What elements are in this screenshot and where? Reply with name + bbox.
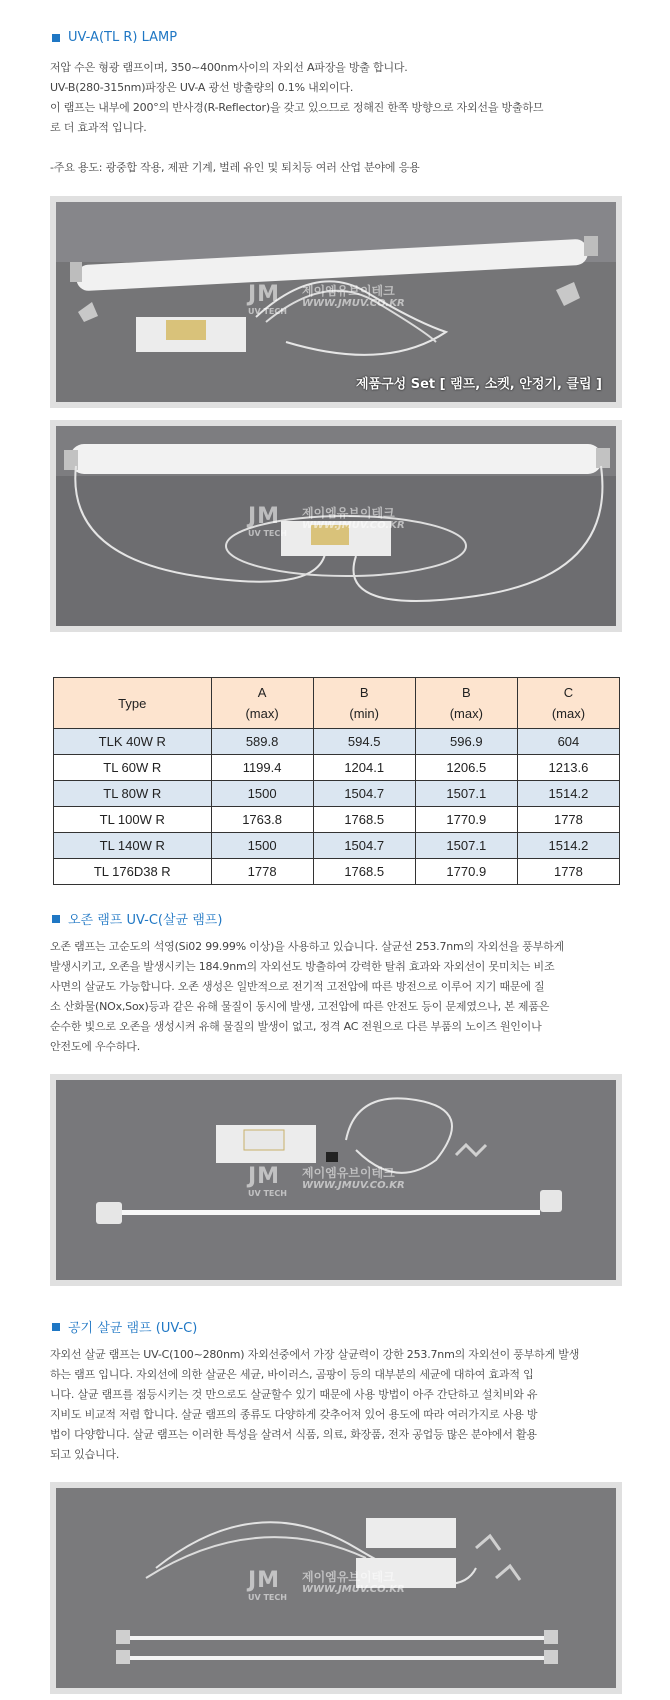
bullet-square-icon xyxy=(52,915,60,923)
header-b-min xyxy=(313,678,415,729)
product-photo-uva-set xyxy=(50,196,622,408)
text-line: 법이 다양합니다. 살균 램프는 이러한 특성을 살려서 식품, 의료, 화장품, 전자 공업등 많은 분야에서 활용 xyxy=(50,1428,537,1441)
watermark-url: WWW.JMUV.CO.KR xyxy=(302,1584,405,1595)
lamp-dimension-table xyxy=(53,677,620,885)
table-cell: TL 100W R xyxy=(54,807,212,833)
header-sublabel: (max) xyxy=(449,706,483,721)
text-line: 니다. 살균 램프를 점등시키는 것 만으로도 살균할수 있기 때문에 사용 방법이 아주 간단하고 설치비와 유 xyxy=(50,1388,538,1401)
table-row xyxy=(54,781,620,807)
table-cell: 594.5 xyxy=(313,729,415,755)
watermark-url: WWW.JMUV.CO.KR xyxy=(302,298,405,309)
section-title-text: 공기 살균 램프 (UV-C) xyxy=(68,1321,198,1336)
table-cell: 1206.5 xyxy=(415,755,517,781)
watermark xyxy=(248,282,405,316)
text-line: 하는 램프 입니다. 자외선에 의한 살균은 세균, 바이러스, 곰팡이 등의 대부분의 세균에 대하여 효과적 입 xyxy=(50,1368,534,1381)
watermark-sub: UV TECH xyxy=(248,529,287,538)
text-line: 저압 수은 형광 램프이며, 350~400nm사이의 자외선 A파장을 방출 합니다. xyxy=(50,61,408,74)
section-title-sterilizing xyxy=(52,1317,197,1336)
table-cell: TL 176D38 R xyxy=(54,859,212,885)
table-header-row xyxy=(54,678,620,729)
header-label: B xyxy=(359,685,369,700)
table-row xyxy=(54,859,620,885)
text-line: -주요 용도: 광중합 작용, 제판 기계, 벌레 유인 및 퇴치등 여러 산업 분야에 응용 xyxy=(50,161,420,174)
table-cell: 1504.7 xyxy=(313,833,415,859)
product-photo-sterilizing xyxy=(50,1482,622,1694)
bullet-square-icon xyxy=(52,1323,60,1331)
table-cell: 1204.1 xyxy=(313,755,415,781)
text-line: 로 더 효과적 입니다. xyxy=(50,121,147,134)
header-type-label: Type xyxy=(118,695,147,711)
table-cell: 1514.2 xyxy=(517,781,619,807)
header-label: C xyxy=(563,685,574,700)
ozone-description xyxy=(50,937,620,1057)
text-line: UV-B(280-315nm)파장은 UV-A 광선 방출량의 0.1% 내외이다. xyxy=(50,81,354,94)
header-sublabel: (max) xyxy=(551,706,586,721)
table-cell: 589.8 xyxy=(211,729,313,755)
table-cell: 1514.2 xyxy=(517,833,619,859)
watermark xyxy=(248,504,405,538)
watermark-url: WWW.JMUV.CO.KR xyxy=(302,1180,405,1191)
watermark-korean: 제이엠유브이테크 xyxy=(302,1166,395,1180)
table-cell: 1500 xyxy=(211,781,313,807)
text-line: 자외선 살균 램프는 UV-C(100~280nm) 자외선중에서 가장 살균력이 강한 253.7nm의 자외선이 풍부하게 발생 xyxy=(50,1348,580,1361)
table-row xyxy=(54,755,620,781)
bullet-square-icon xyxy=(52,34,60,42)
table-cell: 1770.9 xyxy=(415,807,517,833)
text-line: 순수한 빛으로 오존을 생성시켜 유해 물질의 발생이 없고, 정격 AC 전원으로 다른 부품의 노이즈 원인이나 xyxy=(50,1020,542,1033)
table-row xyxy=(54,833,620,859)
table-cell: 1778 xyxy=(211,859,313,885)
table-cell: 1778 xyxy=(517,807,619,833)
table-cell: TL 140W R xyxy=(54,833,212,859)
header-label: B xyxy=(461,685,471,700)
table-cell: 596.9 xyxy=(415,729,517,755)
watermark-sub: UV TECH xyxy=(248,1593,287,1602)
watermark-korean: 제이엠유브이테크 xyxy=(302,1570,395,1584)
product-photo-uva-lamp xyxy=(50,420,622,632)
text-line: 사면의 살균도 가능합니다. 오존 생성은 일반적으로 전기적 고전압에 따른 방전으로 이루어 지기 때문에 질 xyxy=(50,980,545,993)
section-title-text: UV-A(TL R) LAMP xyxy=(68,30,178,45)
header-a-max xyxy=(211,678,313,729)
table-cell: 1768.5 xyxy=(313,807,415,833)
watermark xyxy=(248,1164,405,1198)
watermark-sub: UV TECH xyxy=(248,1189,287,1198)
section-title-uva xyxy=(52,30,177,45)
table-cell: 1778 xyxy=(517,859,619,885)
watermark-url: WWW.JMUV.CO.KR xyxy=(302,520,405,531)
header-sublabel: (min) xyxy=(349,706,379,721)
header-label: A xyxy=(257,685,267,700)
header-b-max xyxy=(415,678,517,729)
table-cell: 1507.1 xyxy=(415,833,517,859)
table-cell: TLK 40W R xyxy=(54,729,212,755)
photo-caption: 제품구성 Set [ 램프, 소켓, 안정기, 클립 ] xyxy=(355,377,602,392)
table-cell: 1213.6 xyxy=(517,755,619,781)
text-line: 되고 있습니다. xyxy=(50,1448,120,1461)
text-line: 발생시키고, 오존을 발생시키는 184.9nm의 자외선도 방출하여 강력한 탈취 효과와 자외선이 못미치는 비조 xyxy=(50,960,555,973)
text-line: 안전도에 우수하다. xyxy=(50,1040,141,1053)
watermark-korean: 제이엠유브이테크 xyxy=(302,284,395,298)
text-line xyxy=(50,138,620,158)
table-cell: 1500 xyxy=(211,833,313,859)
table-cell: 1507.1 xyxy=(415,781,517,807)
header-sublabel: (max) xyxy=(245,706,279,721)
section-title-text: 오존 램프 UV-C(살균 램프) xyxy=(68,913,223,928)
text-line: 지비도 비교적 저렴 합니다. 살균 램프의 종류도 다양하게 갖추어져 있어 용도에 따라 여러가지로 사용 방 xyxy=(50,1408,538,1421)
table-row xyxy=(54,807,620,833)
watermark-logo: JM xyxy=(248,1164,281,1189)
table-cell: 1504.7 xyxy=(313,781,415,807)
header-type xyxy=(54,678,212,729)
watermark xyxy=(248,1568,405,1602)
table-cell: 1763.8 xyxy=(211,807,313,833)
table-cell: 604 xyxy=(517,729,619,755)
text-line: 오존 램프는 고순도의 석영(Si02 99.99% 이상)을 사용하고 있습니다. 살균선 253.7nm의 자외선을 풍부하게 xyxy=(50,940,564,953)
text-line: 이 램프는 내부에 200°의 반사경(R-Reflector)을 갖고 있으므로 정해진 한쪽 방향으로 자외선을 방출하므 xyxy=(50,101,544,114)
uva-description xyxy=(50,58,620,178)
watermark-logo: JM xyxy=(248,282,281,307)
watermark-sub: UV TECH xyxy=(248,307,287,316)
text-line: 소 산화물(NOx,Sox)등과 같은 유해 물질이 동시에 발생, 고전압에 따른 안전도 등이 문제였으나, 본 제품은 xyxy=(50,1000,550,1013)
table-cell: 1199.4 xyxy=(211,755,313,781)
watermark-korean: 제이엠유브이테크 xyxy=(302,506,395,520)
table-cell: 1770.9 xyxy=(415,859,517,885)
header-c-max xyxy=(517,678,619,729)
table-cell: 1768.5 xyxy=(313,859,415,885)
table-cell: TL 80W R xyxy=(54,781,212,807)
watermark-logo: JM xyxy=(248,504,281,529)
watermark-logo: JM xyxy=(248,1568,281,1593)
sterilizing-description xyxy=(50,1345,620,1465)
table-row xyxy=(54,729,620,755)
table-cell: TL 60W R xyxy=(54,755,212,781)
product-photo-ozone xyxy=(50,1074,622,1286)
section-title-ozone xyxy=(52,909,222,928)
